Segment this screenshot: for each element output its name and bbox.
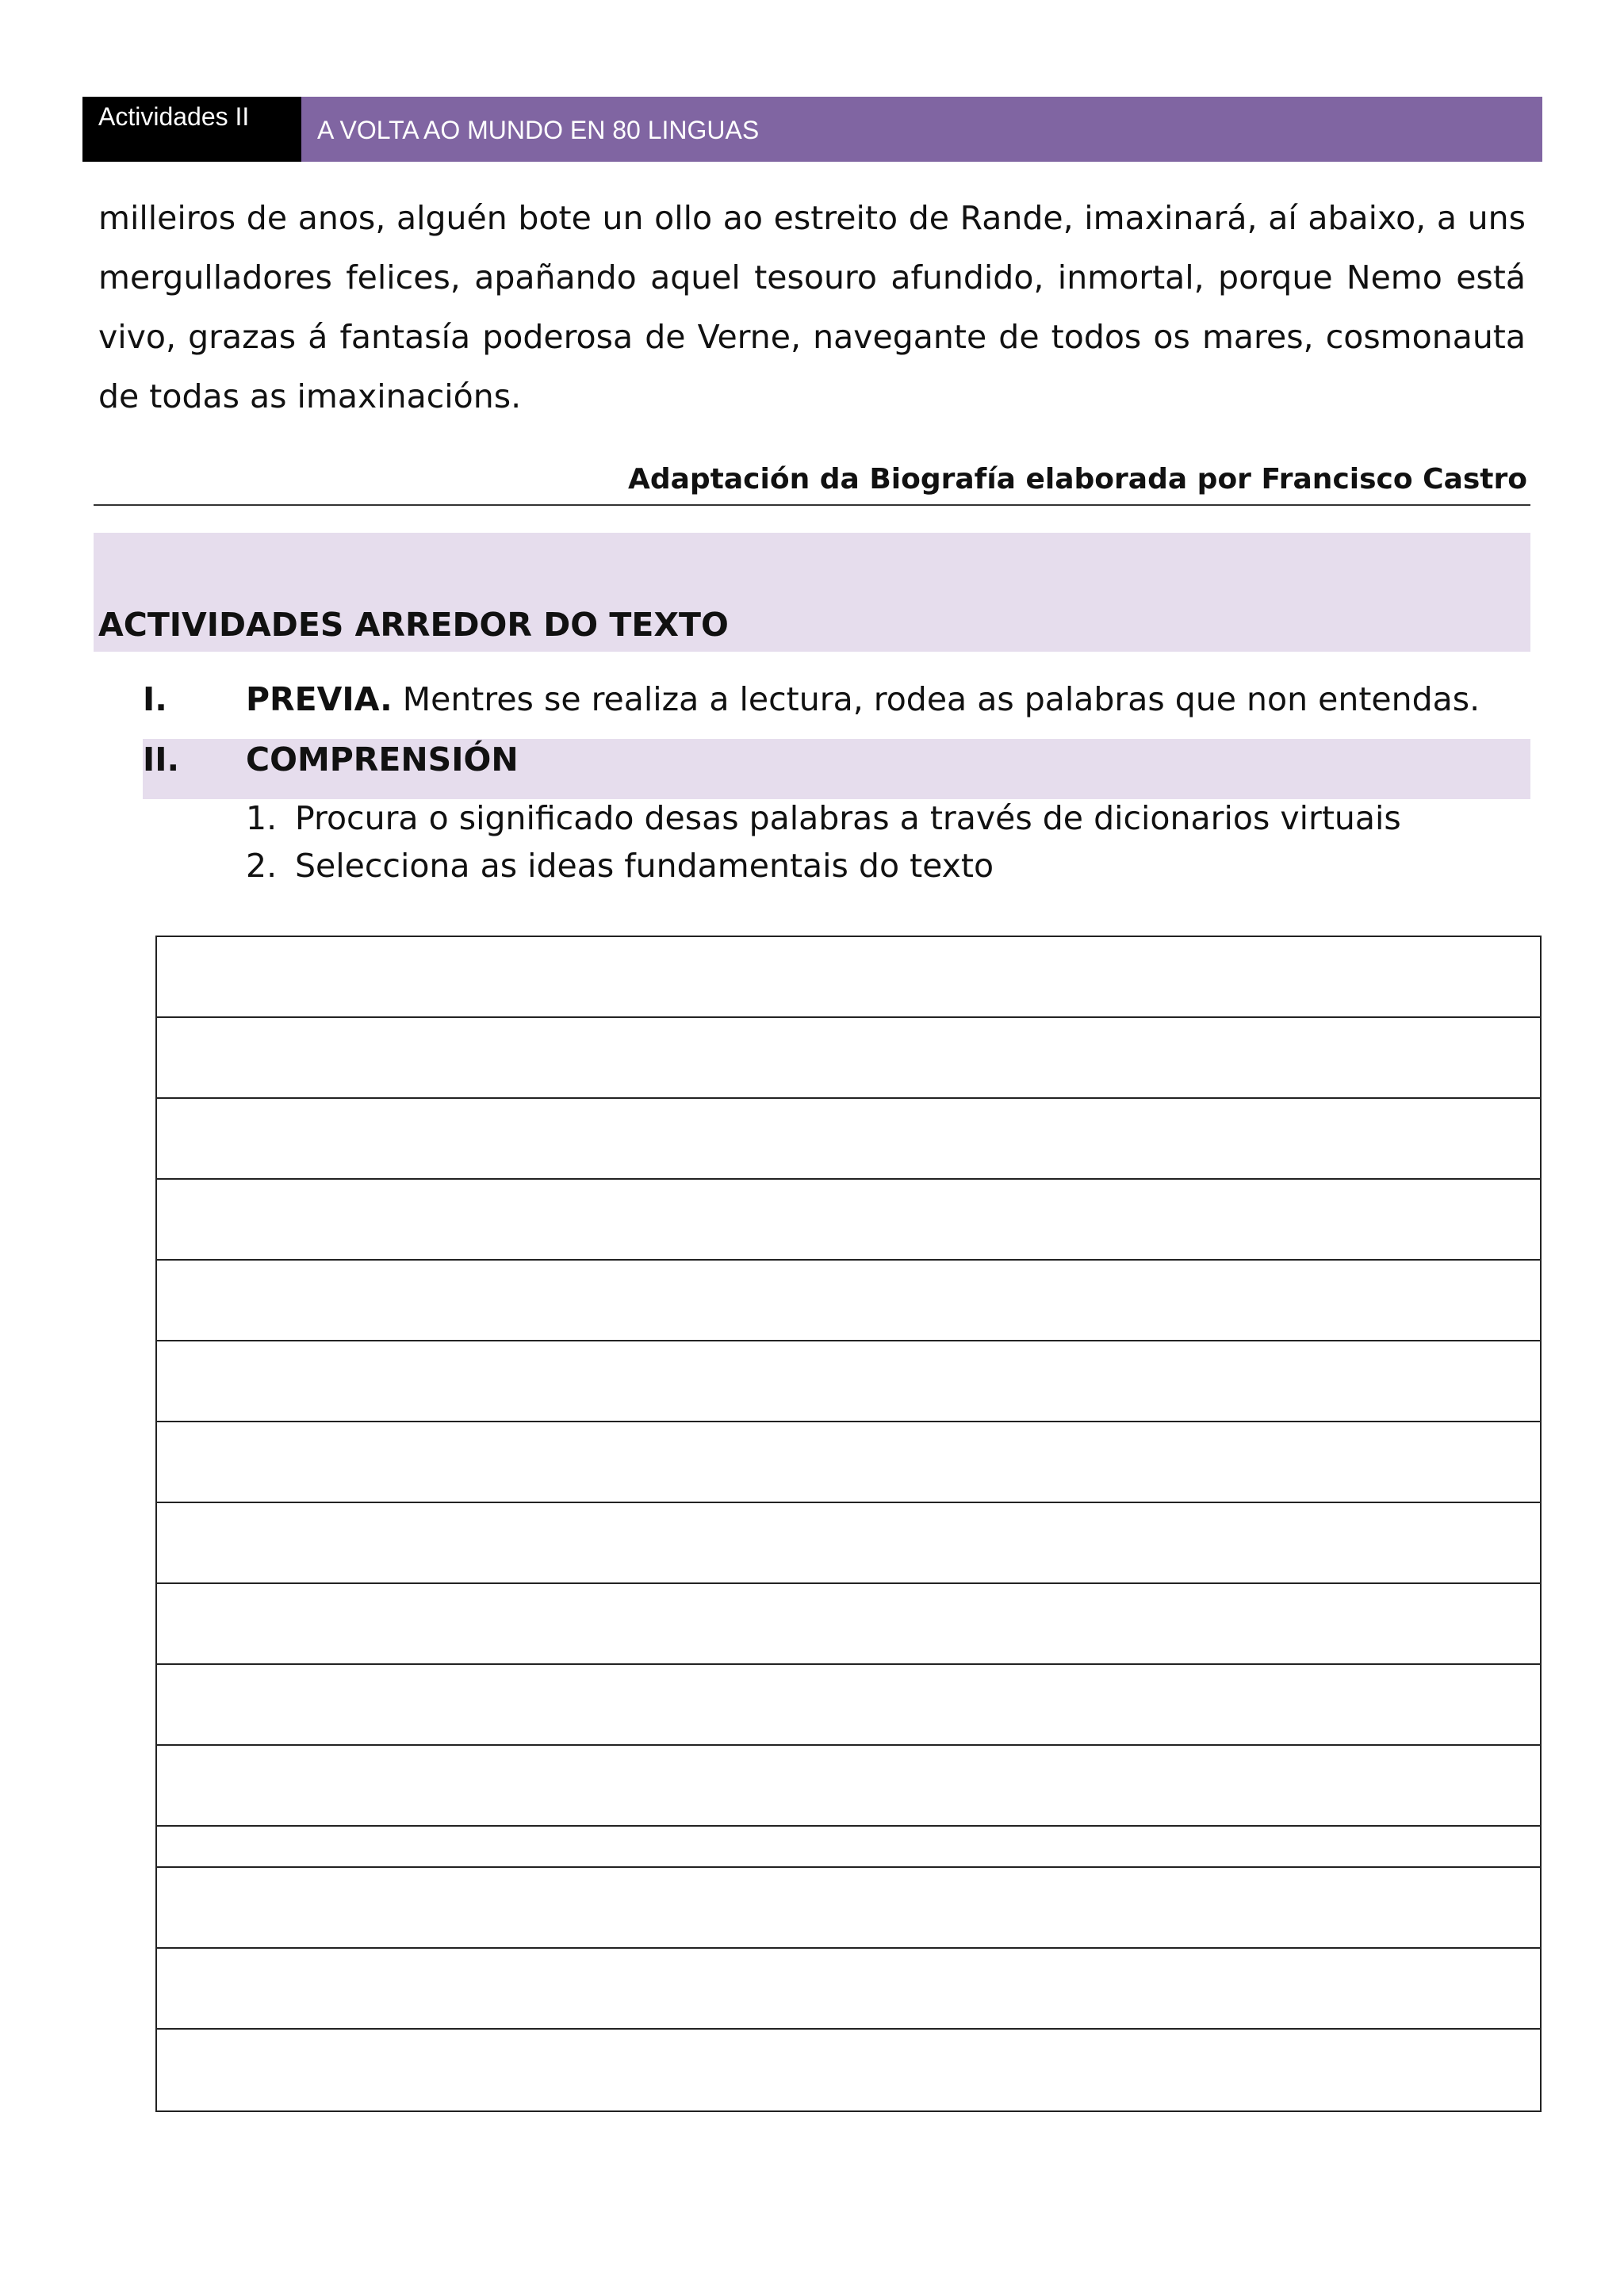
answer-line xyxy=(157,1502,1540,1503)
answer-line xyxy=(157,1097,1540,1099)
answer-line xyxy=(157,1825,1540,1827)
answer-line xyxy=(157,1340,1540,1341)
subitem-number: 1. xyxy=(246,799,278,837)
answer-line xyxy=(157,1016,1540,1018)
answer-line xyxy=(157,1663,1540,1665)
item-numeral: II. xyxy=(143,740,180,779)
section-title: ACTIVIDADES ARREDOR DO TEXTO xyxy=(98,606,729,644)
subitem-text: Selecciona as ideas fundamentais do texto xyxy=(295,847,994,885)
answer-line xyxy=(157,2028,1540,2030)
item-text: Mentres se realiza a lectura, rodea as palabras que non entendas. xyxy=(392,680,1480,718)
activity-item-comprension xyxy=(143,740,519,779)
attribution: Adaptación da Biografía elaborada por Francisco Castro xyxy=(627,463,1527,496)
answer-line xyxy=(157,1178,1540,1180)
unit-title: A VOLTA AO MUNDO EN 80 LINGUAS xyxy=(301,97,1542,162)
answer-line xyxy=(157,1259,1540,1261)
answer-line xyxy=(157,1421,1540,1422)
answer-line xyxy=(157,1947,1540,1949)
section-label: Actividades II xyxy=(82,97,301,162)
activity-item-previa xyxy=(143,680,1480,718)
answer-line xyxy=(157,1582,1540,1584)
item-label: PREVIA. xyxy=(246,680,393,718)
body-paragraph: milleiros de anos, alguén bote un ollo ao estreito de Rande, imaxinará, aí abaixo, a uns mergulladores felices, apañando aquel tesouro afundido, inmortal, porque Nemo está vivo, grazas á fantasía poderosa de Verne, navegante de todos os mares, cosmonauta de todas as imaxinacións. xyxy=(98,199,1526,415)
answer-line xyxy=(157,1744,1540,1746)
item-label: COMPRENSIÓN xyxy=(246,740,519,779)
subitem-text: Procura o significado desas palabras a través de dicionarios virtuais xyxy=(295,799,1401,837)
answer-box[interactable] xyxy=(155,936,1542,2112)
divider xyxy=(94,504,1530,506)
subitem-2 xyxy=(246,847,994,885)
subitem-1 xyxy=(246,799,1401,837)
item-numeral: I. xyxy=(143,680,167,718)
subitem-number: 2. xyxy=(246,847,278,885)
answer-line xyxy=(157,1866,1540,1868)
